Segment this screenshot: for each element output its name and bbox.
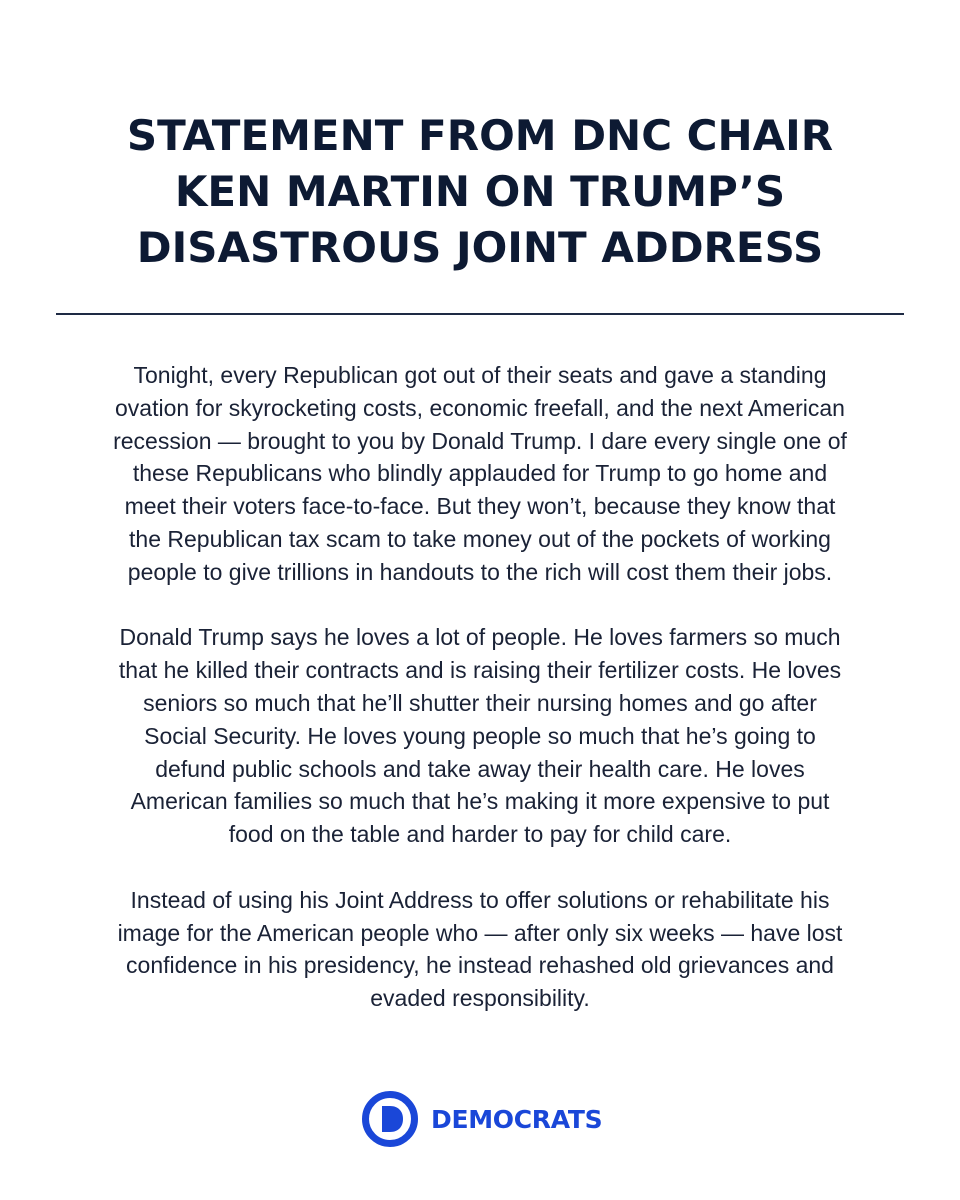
title-line: STATEMENT FROM DNC CHAIR — [126, 111, 834, 160]
statement-body — [60, 359, 900, 1048]
democrats-d-logo-icon — [362, 1091, 418, 1147]
paragraph-line: Donald Trump says he loves a lot of people. He loves farmers so much — [119, 624, 841, 651]
paragraph-line: ovation for skyrocketing costs, economic freefall, and the next American — [115, 394, 845, 421]
title-line: KEN MARTIN ON TRUMP’S — [174, 167, 786, 216]
title-divider — [56, 313, 904, 315]
paragraph-line: Social Security. He loves young people so much that he’s going to — [144, 722, 816, 749]
paragraph-line: food on the table and harder to pay for child care. — [228, 821, 732, 848]
paragraph-line: American families so much that he’s making it more expensive to put — [130, 788, 830, 815]
paragraph-line: seniors so much that he’ll shutter their nursing homes and go after — [143, 689, 817, 716]
paragraph-line: confidence in his presidency, he instead rehashed old grievances and — [126, 952, 834, 979]
paragraph-line: people to give trillions in handouts to the rich will cost them their jobs. — [127, 558, 833, 585]
paragraph-line: image for the American people who — after only six weeks — have lost — [117, 919, 843, 946]
democrats-wordmark: DEMOCRATS — [431, 1104, 603, 1134]
statement-paragraph-1 — [60, 359, 900, 589]
paragraph-line: defund public schools and take away their health care. He loves — [155, 755, 805, 782]
paragraph-line: these Republicans who blindly applauded for Trump to go home and — [132, 460, 828, 487]
title-line: DISASTROUS JOINT ADDRESS — [136, 223, 824, 272]
statement-paragraph-3 — [60, 884, 900, 1015]
paragraph-line: Tonight, every Republican got out of their seats and gave a standing — [133, 362, 827, 388]
paragraph-line: the Republican tax scam to take money out of the pockets of working — [129, 525, 831, 552]
paragraph-line: that he killed their contracts and is raising their fertilizer costs. He loves — [118, 657, 842, 684]
statement-title — [60, 108, 900, 276]
democrats-logo — [362, 1090, 602, 1148]
paragraph-line: recession — brought to you by Donald Trump. I dare every single one of — [113, 427, 847, 454]
paragraph-line: meet their voters face-to-face. But they won’t, because they know that — [124, 493, 836, 520]
paragraph-line: evaded responsibility. — [370, 985, 590, 1012]
paragraph-line: Instead of using his Joint Address to offer solutions or rehabilitate his — [130, 886, 830, 913]
statement-paragraph-2 — [60, 621, 900, 851]
